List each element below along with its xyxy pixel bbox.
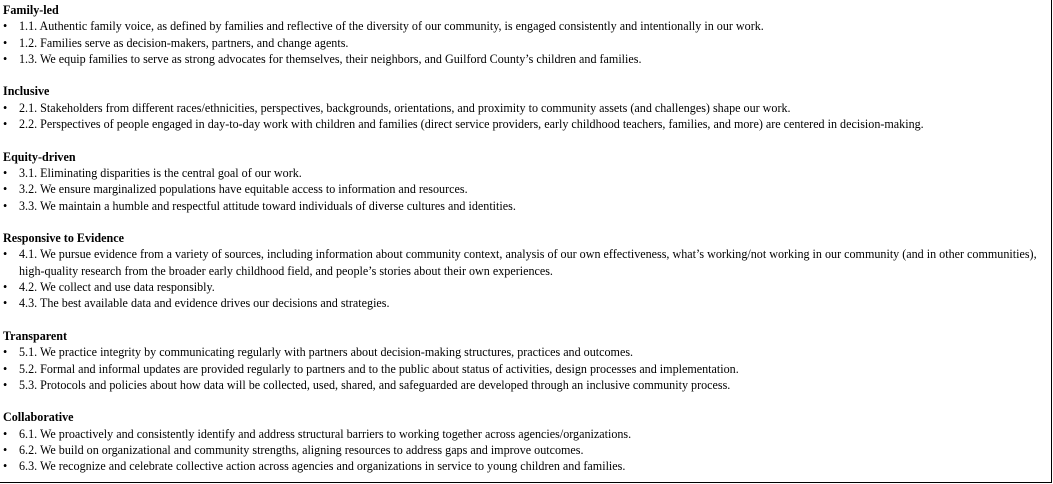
- bullet-icon: •: [3, 182, 8, 197]
- item-text: 5.1. We practice integrity by communicating regularly with partners about decision-making structures, practices and outcomes.: [19, 345, 634, 360]
- section-responsive-to-evidence: [3, 230, 1049, 311]
- list-item: [3, 116, 1049, 132]
- list-item: [3, 35, 1049, 51]
- list-item: [3, 295, 1049, 311]
- item-text: 4.3. The best available data and evidence drives our decisions and strategies.: [19, 296, 390, 311]
- list-item: [3, 198, 1049, 214]
- item-text: 3.1. Eliminating disparities is the central goal of our work.: [19, 165, 302, 180]
- item-text: 2.2. Perspectives of people engaged in day-to-day work with children and families (direct service providers, early childhood teachers, families, and more) are centered in decision-making.: [19, 117, 924, 132]
- item-list: [3, 246, 1049, 311]
- principles-document: [3, 2, 1049, 475]
- list-item: [3, 458, 1049, 474]
- bullet-icon: •: [3, 296, 8, 311]
- list-item: [3, 165, 1049, 181]
- item-text: 6.3. We recognize and celebrate collective action across agencies and organizations in service to young children and families.: [19, 459, 626, 474]
- section-heading: Family-led: [3, 3, 59, 17]
- item-text: 3.2. We ensure marginalized populations have equitable access to information and resources.: [19, 182, 468, 197]
- item-text: 1.3. We equip families to serve as strong advocates for themselves, their neighbors, and Guilford County’s children and families.: [19, 51, 642, 66]
- list-item: [3, 361, 1049, 377]
- item-text: 1.2. Families serve as decision-makers, partners, and change agents.: [19, 35, 349, 50]
- list-item: [3, 181, 1049, 197]
- bullet-icon: •: [3, 247, 8, 262]
- list-item: [3, 100, 1049, 116]
- item-list: [3, 165, 1049, 214]
- list-item: [3, 442, 1049, 458]
- bullet-icon: •: [3, 280, 8, 295]
- bullet-icon: •: [3, 345, 8, 360]
- item-text: 2.1. Stakeholders from different races/ethnicities, perspectives, backgrounds, orientations, and proximity to community assets (and challenges) shape our work.: [19, 100, 791, 115]
- item-text: 6.1. We proactively and consistently identify and address structural barriers to working together across agencies/organizations.: [19, 426, 632, 441]
- list-item: [3, 344, 1049, 360]
- section-equity-driven: [3, 149, 1049, 214]
- bullet-icon: •: [3, 165, 8, 180]
- bullet-icon: •: [3, 377, 8, 392]
- item-text: 3.3. We maintain a humble and respectful attitude toward individuals of diverse cultures and identities.: [19, 198, 516, 213]
- section-collaborative: [3, 409, 1049, 474]
- bullet-icon: •: [3, 459, 8, 474]
- item-text: 5.3. Protocols and policies about how data will be collected, used, shared, and safeguarded are developed through an inclusive community process.: [19, 377, 731, 392]
- section-heading: Equity-driven: [3, 149, 76, 164]
- list-item: [3, 51, 1049, 67]
- section-heading: Inclusive: [3, 84, 50, 99]
- bullet-icon: •: [3, 198, 8, 213]
- bullet-icon: •: [3, 51, 8, 66]
- list-item: [3, 18, 1049, 34]
- section-heading: Responsive to Evidence: [3, 231, 124, 246]
- section-family-led: [3, 2, 1049, 67]
- bullet-icon: •: [3, 443, 8, 458]
- bullet-icon: •: [3, 100, 8, 115]
- bullet-icon: •: [3, 361, 8, 376]
- item-list: [3, 18, 1049, 67]
- item-list: [3, 426, 1049, 475]
- list-item: [3, 377, 1049, 393]
- item-text: 5.2. Formal and informal updates are provided regularly to partners and to the public about status of activities, design processes and implementation.: [19, 361, 739, 376]
- list-item: [3, 279, 1049, 295]
- list-item: [3, 246, 1049, 279]
- item-text: 4.2. We collect and use data responsibly.: [19, 280, 215, 295]
- section-inclusive: [3, 83, 1049, 132]
- item-list: [3, 344, 1049, 393]
- bullet-icon: •: [3, 19, 8, 34]
- section-heading: Collaborative: [3, 410, 74, 425]
- item-text: 1.1. Authentic family voice, as defined by families and reflective of the diversity of our community, is engaged consistently and intentionally in our work.: [19, 19, 764, 34]
- section-heading: Transparent: [3, 328, 68, 343]
- bullet-icon: •: [3, 426, 8, 441]
- item-list: [3, 100, 1049, 133]
- item-text: 4.1. We pursue evidence from a variety of sources, including information about community context, analysis of our own effectiveness, what’s working/not working in our community (and in other communities), high-quality research from the broader early childhood field, and people’s stories about their own experiences.: [19, 247, 1037, 278]
- section-transparent: [3, 328, 1049, 393]
- item-text: 6.2. We build on organizational and community strengths, aligning resources to address gaps and improve outcomes.: [19, 443, 584, 458]
- bullet-icon: •: [3, 35, 8, 50]
- bullet-icon: •: [3, 117, 8, 132]
- list-item: [3, 426, 1049, 442]
